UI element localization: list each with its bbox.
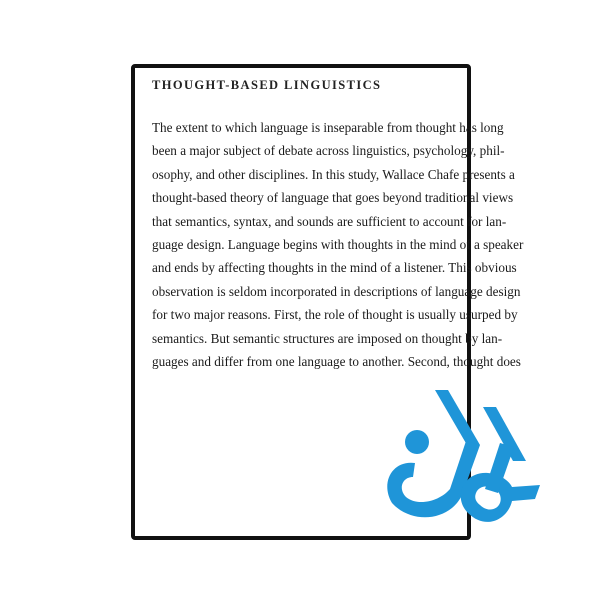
text-line: semantics. But semantic structures are imposed on thought by lan- [152,330,503,346]
text-line: thought-based theory of language that goes beyond traditional views [152,190,514,206]
text-line: observation is seldom incorporated in descriptions of language design [152,283,521,299]
text-line: been a major subject of debate across linguistics, psychology, phil- [152,143,505,159]
publisher-logo-icon [380,385,542,535]
text-line: for two major reasons. First, the role of thought is usually usurped by [152,307,518,323]
text-line: osophy, and other disciplines. In this study, Wallace Chafe presents a [152,166,515,182]
description-text [152,116,524,373]
book-title-heading: THOUGHT-BASED LINGUISTICS [152,78,382,92]
text-line: The extent to which language is inseparable from thought has long [152,120,504,135]
text-line: guage design. Language begins with thoughts in the mind of a speaker [152,236,524,252]
text-line: guages and differ from one language to another. Second, thought does [152,353,521,369]
text-line: and ends by affecting thoughts in the mind of a listener. This obvious [152,260,517,276]
text-line: that semantics, syntax, and sounds are sufficient to account for lan- [152,213,507,229]
